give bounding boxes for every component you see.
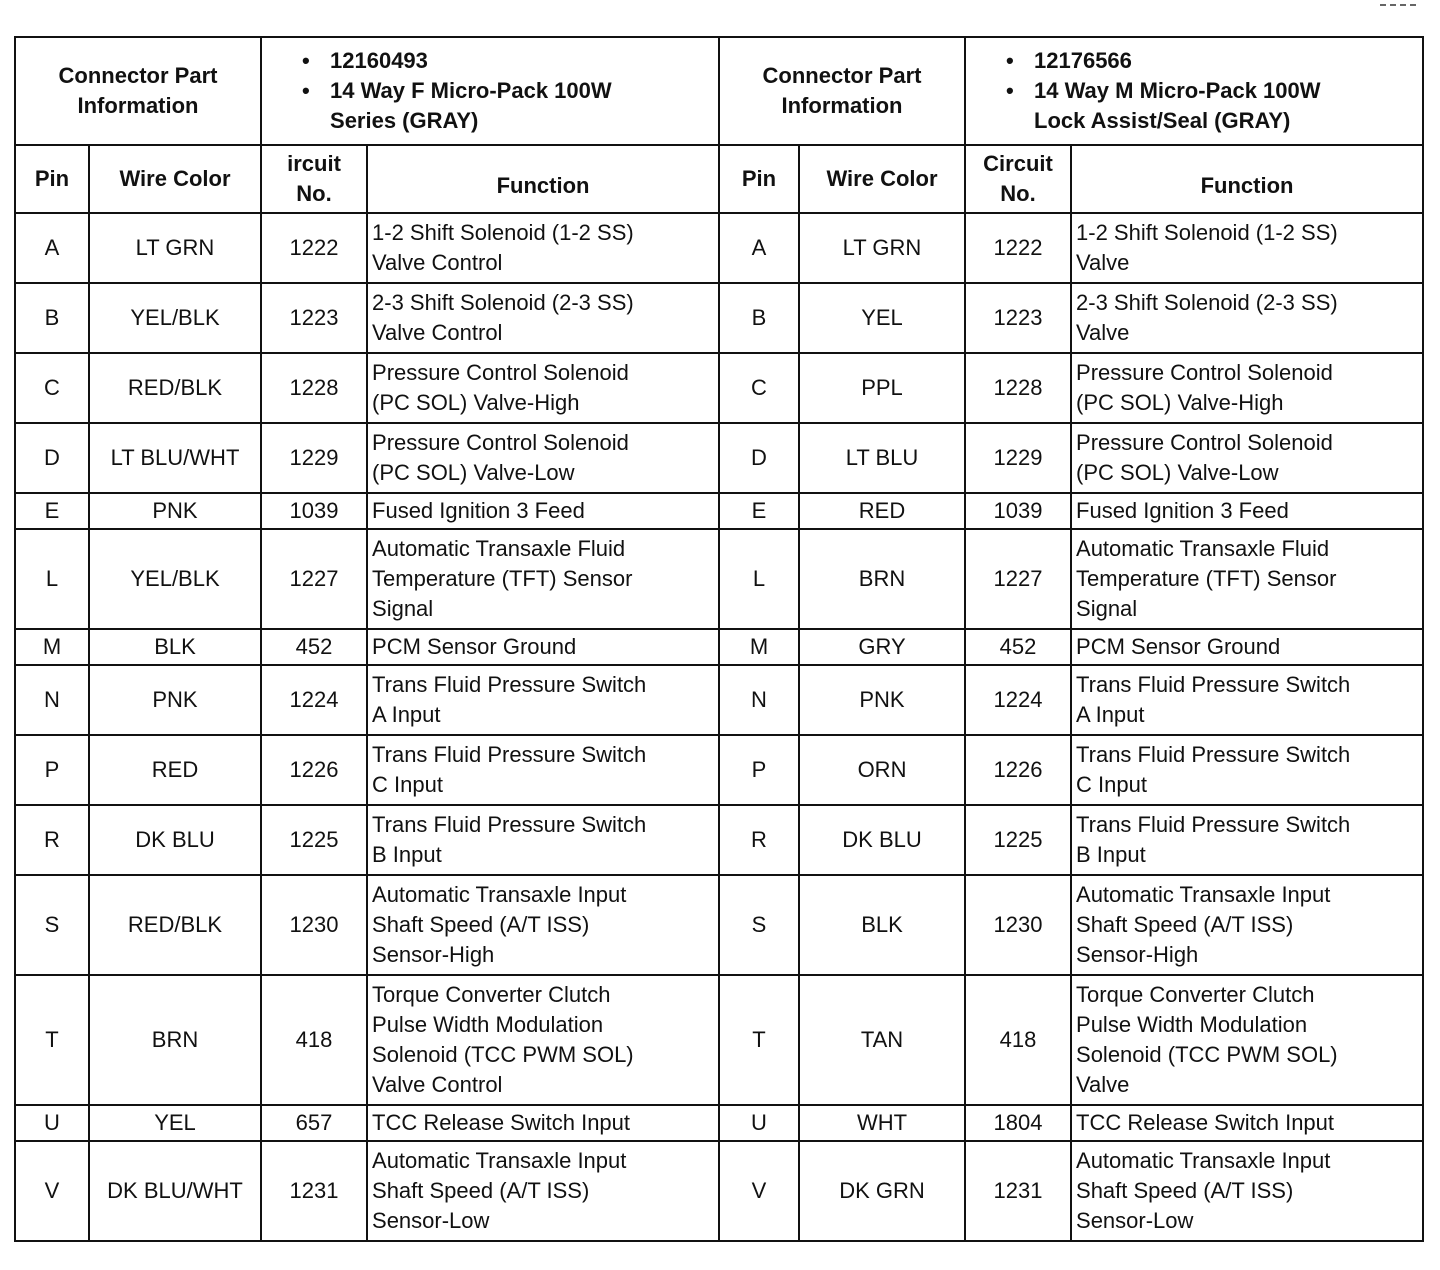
pin-cell: V <box>719 1141 799 1241</box>
circuit-no-cell: 1228 <box>261 353 367 423</box>
circuit-no-cell: 418 <box>965 975 1071 1105</box>
function-cell <box>1071 805 1423 875</box>
function-cell <box>367 875 719 975</box>
header-pin: Pin <box>15 145 89 213</box>
pin-cell: D <box>719 423 799 493</box>
part-number: • 12160493 <box>302 46 715 76</box>
function-line: Trans Fluid Pressure Switch <box>1076 672 1351 697</box>
function-line: (PC SOL) Valve-Low <box>1076 460 1279 485</box>
header-wire-color: Wire Color <box>799 145 965 213</box>
part-description: • 14 Way M Micro-Pack 100W Lock Assist/Seal (GRAY) <box>1006 76 1419 136</box>
table-row <box>15 283 719 353</box>
function-line: B Input <box>1076 842 1146 867</box>
circuit-no-cell: 1229 <box>965 423 1071 493</box>
wire-color-cell: PNK <box>89 665 261 735</box>
wire-color-cell: YEL <box>89 1105 261 1141</box>
pin-cell: V <box>15 1141 89 1241</box>
function-line: 1-2 Shift Solenoid (1-2 SS) <box>372 220 634 245</box>
connector-part-info-label <box>719 37 965 145</box>
wire-color-cell: DK BLU/WHT <box>89 1141 261 1241</box>
circuit-no-cell: 1225 <box>965 805 1071 875</box>
function-line: Sensor-Low <box>372 1208 490 1233</box>
pin-cell: L <box>719 529 799 629</box>
table-row <box>15 629 719 665</box>
function-line: Shaft Speed (A/T ISS) <box>1076 1178 1294 1203</box>
function-cell <box>1071 493 1423 529</box>
function-line: Signal <box>1076 596 1138 621</box>
pin-cell: N <box>719 665 799 735</box>
function-line: Pulse Width Modulation <box>1076 1012 1308 1037</box>
pin-cell: A <box>719 213 799 283</box>
function-line: Automatic Transaxle Input <box>372 882 627 907</box>
circuit-no-cell: 1222 <box>965 213 1071 283</box>
function-cell <box>367 735 719 805</box>
circuit-no-cell: 452 <box>965 629 1071 665</box>
pin-cell: P <box>15 735 89 805</box>
function-line: Fused Ignition 3 Feed <box>372 498 585 523</box>
wire-color-cell: BLK <box>89 629 261 665</box>
function-line: Sensor-Low <box>1076 1208 1194 1233</box>
column-header-row <box>719 145 1423 213</box>
circuit-no-cell: 1231 <box>965 1141 1071 1241</box>
function-line: Pressure Control Solenoid <box>1076 360 1333 385</box>
header-wire-color: Wire Color <box>89 145 261 213</box>
connector-part-details <box>261 37 719 145</box>
pin-cell: R <box>15 805 89 875</box>
function-line: Solenoid (TCC PWM SOL) <box>372 1042 634 1067</box>
header-circuit-no: Circuit No. <box>965 145 1071 213</box>
function-cell <box>1071 735 1423 805</box>
circuit-no-cell: 1226 <box>261 735 367 805</box>
function-line: Automatic Transaxle Input <box>1076 1148 1331 1173</box>
wire-color-cell: PPL <box>799 353 965 423</box>
table-row <box>719 283 1423 353</box>
function-line: Valve Control <box>372 1072 503 1097</box>
wire-color-cell: TAN <box>799 975 965 1105</box>
function-cell <box>367 529 719 629</box>
connector-part-details <box>965 37 1423 145</box>
pin-cell: L <box>15 529 89 629</box>
function-line: Sensor-High <box>1076 942 1199 967</box>
pin-cell: S <box>15 875 89 975</box>
table-row <box>719 975 1423 1105</box>
wire-color-cell: BLK <box>799 875 965 975</box>
function-line: Pulse Width Modulation <box>372 1012 604 1037</box>
function-cell <box>367 423 719 493</box>
pin-cell: A <box>15 213 89 283</box>
function-line: Valve Control <box>372 320 503 345</box>
circuit-no-cell: 1227 <box>965 529 1071 629</box>
function-line: Shaft Speed (A/T ISS) <box>372 912 590 937</box>
table-row <box>719 629 1423 665</box>
pin-cell: B <box>15 283 89 353</box>
table-row <box>719 735 1423 805</box>
function-cell <box>367 493 719 529</box>
part-info-label-line: Information <box>77 93 199 118</box>
function-line: Automatic Transaxle Input <box>372 1148 627 1173</box>
connector-table-right <box>718 36 1424 1242</box>
table-row <box>15 805 719 875</box>
part-info-label-line: Information <box>781 93 903 118</box>
circuit-no-cell: 1230 <box>261 875 367 975</box>
wire-color-cell: ORN <box>799 735 965 805</box>
function-cell <box>367 665 719 735</box>
function-cell <box>367 1105 719 1141</box>
function-line: Pressure Control Solenoid <box>1076 430 1333 455</box>
table-row <box>15 493 719 529</box>
function-cell <box>1071 975 1423 1105</box>
table-row <box>719 665 1423 735</box>
function-line: PCM Sensor Ground <box>1076 634 1281 659</box>
function-line: 1-2 Shift Solenoid (1-2 SS) <box>1076 220 1338 245</box>
table-row <box>719 213 1423 283</box>
function-line: Pressure Control Solenoid <box>372 430 629 455</box>
pin-cell: E <box>719 493 799 529</box>
wire-color-cell: DK BLU <box>799 805 965 875</box>
table-row <box>719 1141 1423 1241</box>
function-line: Automatic Transaxle Input <box>1076 882 1331 907</box>
pin-cell: C <box>15 353 89 423</box>
function-cell <box>1071 1105 1423 1141</box>
circuit-no-cell: 452 <box>261 629 367 665</box>
wire-color-cell: GRY <box>799 629 965 665</box>
function-line: (PC SOL) Valve-Low <box>372 460 575 485</box>
wire-color-cell: DK GRN <box>799 1141 965 1241</box>
part-info-label-line: Connector Part <box>58 63 218 88</box>
function-line: A Input <box>1076 702 1145 727</box>
table-row <box>719 875 1423 975</box>
circuit-no-cell: 1222 <box>261 213 367 283</box>
function-line: A Input <box>372 702 441 727</box>
function-line: Sensor-High <box>372 942 495 967</box>
function-line: C Input <box>1076 772 1147 797</box>
function-cell <box>1071 353 1423 423</box>
function-line: (PC SOL) Valve-High <box>372 390 580 415</box>
function-line: Trans Fluid Pressure Switch <box>372 812 647 837</box>
part-info-label-line: Connector Part <box>762 63 922 88</box>
wire-color-cell: LT BLU/WHT <box>89 423 261 493</box>
circuit-no-cell: 1804 <box>965 1105 1071 1141</box>
function-line: TCC Release Switch Input <box>1076 1110 1335 1135</box>
table-row <box>719 529 1423 629</box>
circuit-no-cell: 1225 <box>261 805 367 875</box>
circuit-no-cell: 657 <box>261 1105 367 1141</box>
table-row <box>15 529 719 629</box>
circuit-no-cell: 1223 <box>261 283 367 353</box>
wire-color-cell: LT BLU <box>799 423 965 493</box>
part-info-row <box>15 37 719 145</box>
pin-cell: M <box>15 629 89 665</box>
pin-cell: T <box>719 975 799 1105</box>
pin-cell: R <box>719 805 799 875</box>
circuit-no-cell: 1224 <box>261 665 367 735</box>
circuit-no-cell: 418 <box>261 975 367 1105</box>
wire-color-cell: LT GRN <box>89 213 261 283</box>
circuit-no-cell: 1223 <box>965 283 1071 353</box>
circuit-no-cell: 1039 <box>261 493 367 529</box>
function-cell <box>367 283 719 353</box>
function-line: Pressure Control Solenoid <box>372 360 629 385</box>
pin-cell: E <box>15 493 89 529</box>
function-cell <box>367 1141 719 1241</box>
function-line: Signal <box>372 596 434 621</box>
circuit-no-cell: 1229 <box>261 423 367 493</box>
table-row <box>15 423 719 493</box>
circuit-no-cell: 1226 <box>965 735 1071 805</box>
function-line: Temperature (TFT) Sensor <box>1076 566 1337 591</box>
function-line: Solenoid (TCC PWM SOL) <box>1076 1042 1338 1067</box>
function-line: (PC SOL) Valve-High <box>1076 390 1284 415</box>
table-row <box>719 1105 1423 1141</box>
function-line: Trans Fluid Pressure Switch <box>1076 812 1351 837</box>
function-line: Valve <box>1076 250 1130 275</box>
circuit-no-cell: 1231 <box>261 1141 367 1241</box>
function-line: 2-3 Shift Solenoid (2-3 SS) <box>1076 290 1338 315</box>
circuit-no-cell: 1230 <box>965 875 1071 975</box>
part-info-row <box>719 37 1423 145</box>
wire-color-cell: RED <box>89 735 261 805</box>
function-line: Automatic Transaxle Fluid <box>372 536 626 561</box>
function-line: Trans Fluid Pressure Switch <box>372 672 647 697</box>
function-cell <box>1071 283 1423 353</box>
function-line: Shaft Speed (A/T ISS) <box>372 1178 590 1203</box>
function-cell <box>1071 665 1423 735</box>
function-line: PCM Sensor Ground <box>372 634 577 659</box>
pin-cell: B <box>719 283 799 353</box>
function-line: Shaft Speed (A/T ISS) <box>1076 912 1294 937</box>
function-line: Torque Converter Clutch <box>372 982 611 1007</box>
table-row <box>15 213 719 283</box>
wire-color-cell: RED <box>799 493 965 529</box>
function-cell <box>1071 875 1423 975</box>
table-row <box>719 353 1423 423</box>
function-cell <box>367 213 719 283</box>
wire-color-cell: YEL/BLK <box>89 283 261 353</box>
table-row <box>15 875 719 975</box>
function-cell <box>1071 529 1423 629</box>
function-cell <box>1071 1141 1423 1241</box>
function-line: C Input <box>372 772 443 797</box>
pin-cell: U <box>719 1105 799 1141</box>
function-line: Trans Fluid Pressure Switch <box>372 742 647 767</box>
function-line: Valve Control <box>372 250 503 275</box>
function-line: 2-3 Shift Solenoid (2-3 SS) <box>372 290 634 315</box>
connector-table-left <box>14 36 720 1242</box>
table-row <box>719 423 1423 493</box>
pin-cell: M <box>719 629 799 665</box>
wire-color-cell: RED/BLK <box>89 875 261 975</box>
function-line: Trans Fluid Pressure Switch <box>1076 742 1351 767</box>
header-function: Function <box>367 145 719 213</box>
function-line: Torque Converter Clutch <box>1076 982 1315 1007</box>
part-number: • 12176566 <box>1006 46 1419 76</box>
function-cell <box>1071 423 1423 493</box>
wire-color-cell: WHT <box>799 1105 965 1141</box>
wire-color-cell: PNK <box>799 665 965 735</box>
header-function: Function <box>1071 145 1423 213</box>
function-line: TCC Release Switch Input <box>372 1110 631 1135</box>
pin-cell: S <box>719 875 799 975</box>
function-cell <box>367 353 719 423</box>
function-cell <box>1071 213 1423 283</box>
table-row <box>15 1141 719 1241</box>
part-description: • 14 Way F Micro-Pack 100W Series (GRAY) <box>302 76 715 136</box>
pin-cell: C <box>719 353 799 423</box>
wire-color-cell: RED/BLK <box>89 353 261 423</box>
pin-cell: T <box>15 975 89 1105</box>
wire-color-cell: BRN <box>89 975 261 1105</box>
wire-color-cell: YEL <box>799 283 965 353</box>
table-row <box>719 493 1423 529</box>
wire-color-cell: LT GRN <box>799 213 965 283</box>
function-line: Valve <box>1076 320 1130 345</box>
wire-color-cell: YEL/BLK <box>89 529 261 629</box>
wire-color-cell: PNK <box>89 493 261 529</box>
table-row <box>15 353 719 423</box>
pin-cell: U <box>15 1105 89 1141</box>
table-row <box>15 735 719 805</box>
function-line: Temperature (TFT) Sensor <box>372 566 633 591</box>
circuit-no-cell: 1227 <box>261 529 367 629</box>
circuit-no-cell: 1039 <box>965 493 1071 529</box>
column-header-row <box>15 145 719 213</box>
table-row <box>719 805 1423 875</box>
table-row <box>15 975 719 1105</box>
function-cell <box>367 975 719 1105</box>
pin-cell: D <box>15 423 89 493</box>
function-cell <box>367 805 719 875</box>
corner-mark <box>1380 4 1416 8</box>
function-cell <box>1071 629 1423 665</box>
wire-color-cell: BRN <box>799 529 965 629</box>
pin-cell: P <box>719 735 799 805</box>
wire-color-cell: DK BLU <box>89 805 261 875</box>
table-row <box>15 1105 719 1141</box>
connector-part-info-label <box>15 37 261 145</box>
pin-cell: N <box>15 665 89 735</box>
function-line: Valve <box>1076 1072 1130 1097</box>
table-row <box>15 665 719 735</box>
function-line: Fused Ignition 3 Feed <box>1076 498 1289 523</box>
circuit-no-cell: 1224 <box>965 665 1071 735</box>
header-circuit-no: ircuit No. <box>261 145 367 213</box>
function-line: Automatic Transaxle Fluid <box>1076 536 1330 561</box>
function-line: B Input <box>372 842 442 867</box>
function-cell <box>367 629 719 665</box>
header-pin: Pin <box>719 145 799 213</box>
circuit-no-cell: 1228 <box>965 353 1071 423</box>
